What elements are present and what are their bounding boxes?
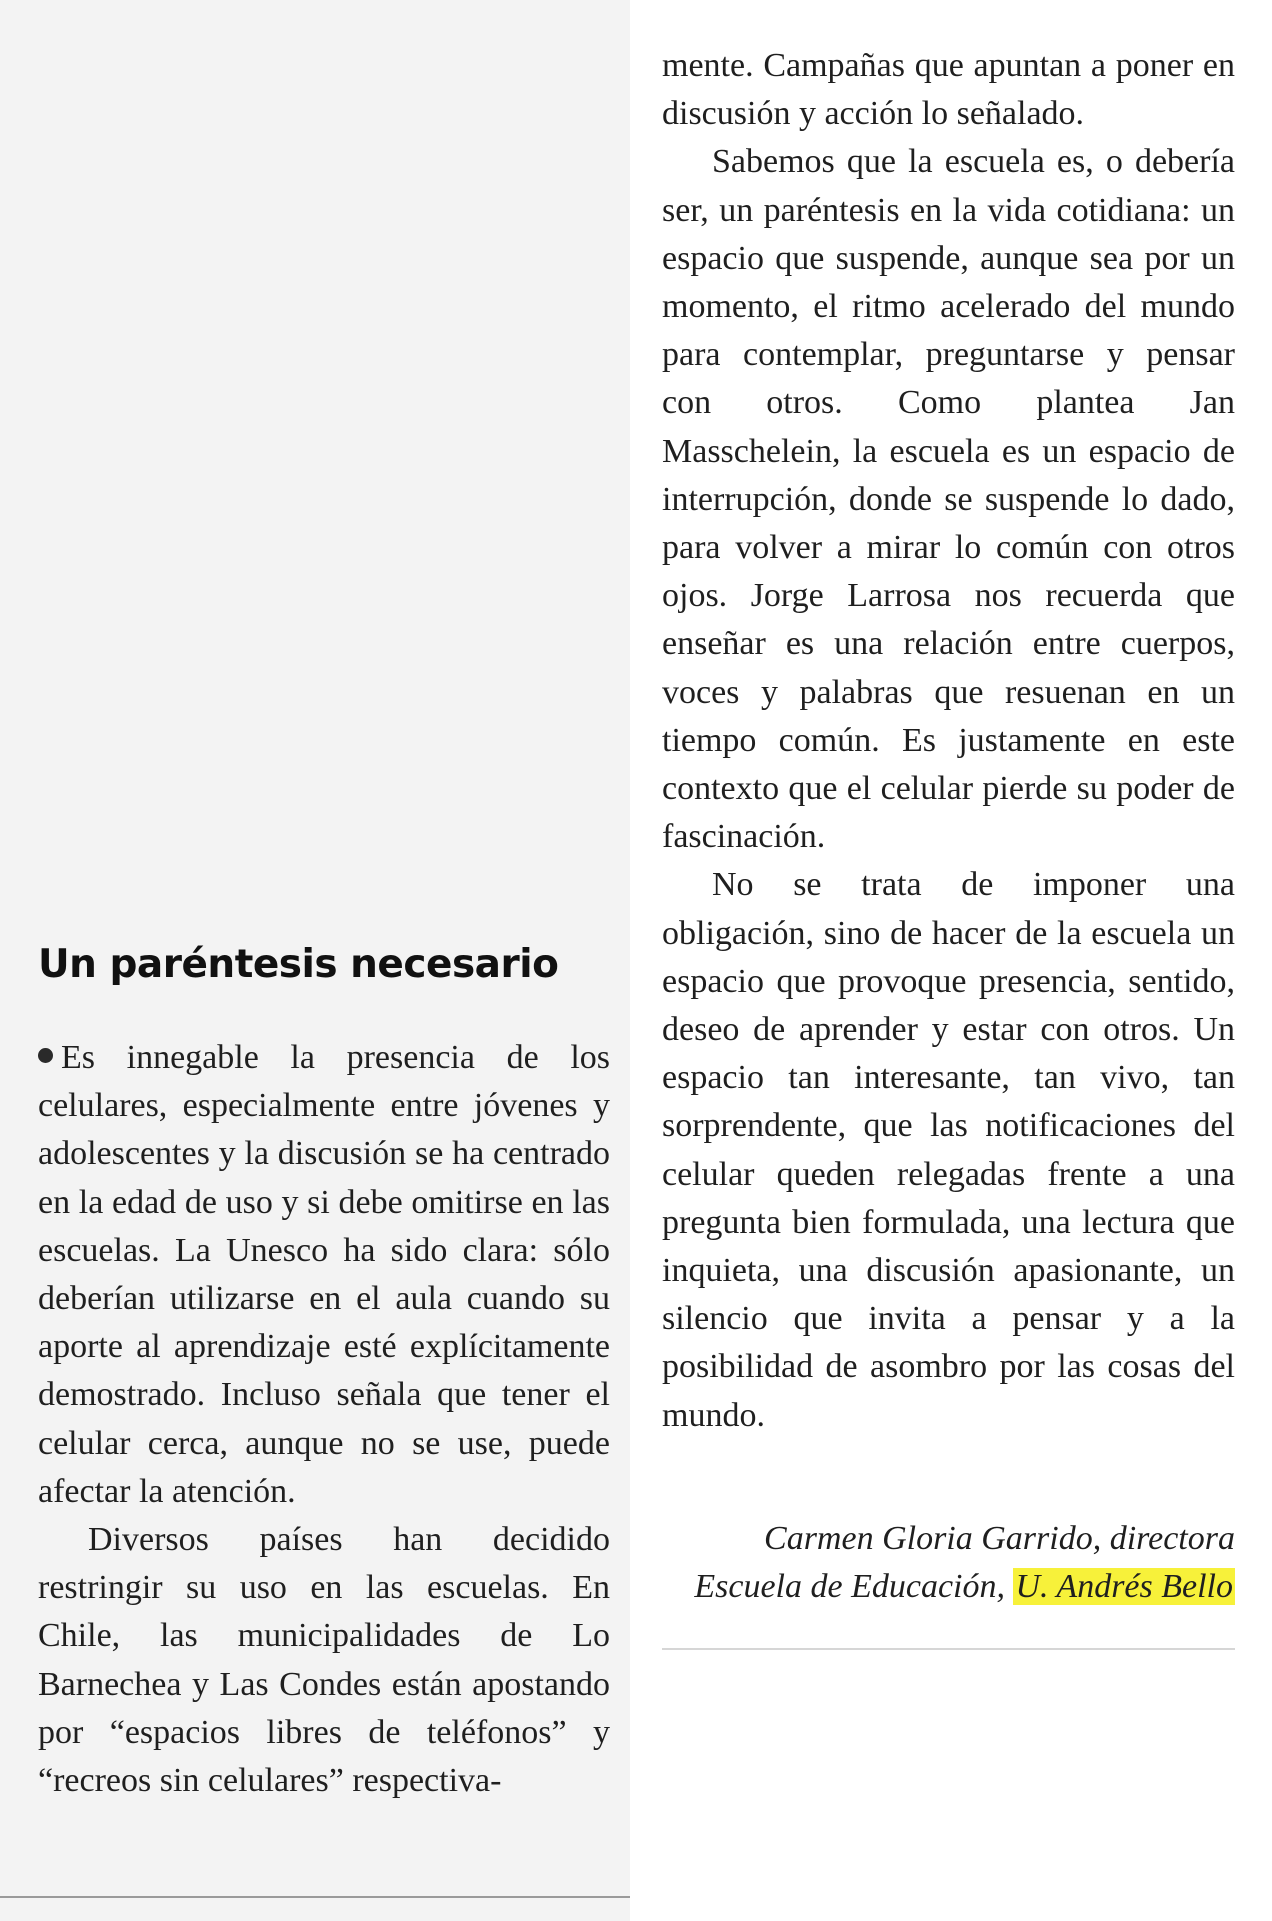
left-column [0,0,630,1921]
paragraph-1 [38,1034,610,1516]
author-name-role: Carmen Gloria Garrido, directora Escuela de Educación, [694,1520,1235,1605]
paragraph-1-text: Es innegable la presencia de los celulares, especialmente entre jóvenes y adolescentes y la discusión se ha centrado en la edad de uso y si debe omitirse en las escuelas. La Unesco ha sido clara: sólo deberían utilizarse en el aula cuando su aporte al aprendizaje esté explícitamente demostrado. Incluso señala que tener el celular cerca, aunque no se use, puede afectar la atención. [38,1039,610,1510]
paragraph-3: mente. Campañas que apuntan a poner en discusión y acción lo señalado. [662,47,1235,133]
article-headline: Un paréntesis necesario [38,942,559,987]
author-signature [662,1515,1235,1611]
left-column-content [38,940,610,1805]
right-column [662,42,1235,1440]
paragraph-4: Sabemos que la escuela es, o debería ser, un paréntesis en la vida cotidiana: un espacio que suspende, aunque sea por un momento, el ritmo acelerado del mundo para contemplar, preguntarse y pensar con otros. Como plantea Jan Masschelein, la escuela es un espacio de interrupción, donde se suspende lo dado, para volver a mirar lo común con otros ojos. Jorge Larrosa nos recuerda que enseñar es una relación entre cuerpos, voces y palabras que resuenan en un tiempo común. Es justamente en este contexto que el celular pierde su poder de fascinación. [662,143,1235,856]
institution-highlight: U. Andrés Bello [1015,1568,1233,1605]
paragraph-5: No se trata de imponer una obligación, sino de hacer de la escuela un espacio que provoque presencia, sentido, deseo de aprender y estar con otros. Un espacio tan interesante, tan vivo, tan sorprendente, que las notificaciones del celular queden relegadas frente a una pregunta bien formulada, una lectura que inquieta, una discusión apasionante, un silencio que invita a pensar y a la posibilidad de asombro por las cosas del mundo. [662,866,1235,1434]
paragraph-2: Diversos países han decidido restringir su uso en las escuelas. En Chile, las municipalidades de Lo Barnechea y Las Condes están apostando por “espacios libres de teléfonos” y “recreos sin celulares” respectiva- [38,1521,610,1800]
bottom-divider [0,1896,630,1898]
signature-divider [662,1648,1235,1650]
bullet-icon [38,1048,53,1063]
